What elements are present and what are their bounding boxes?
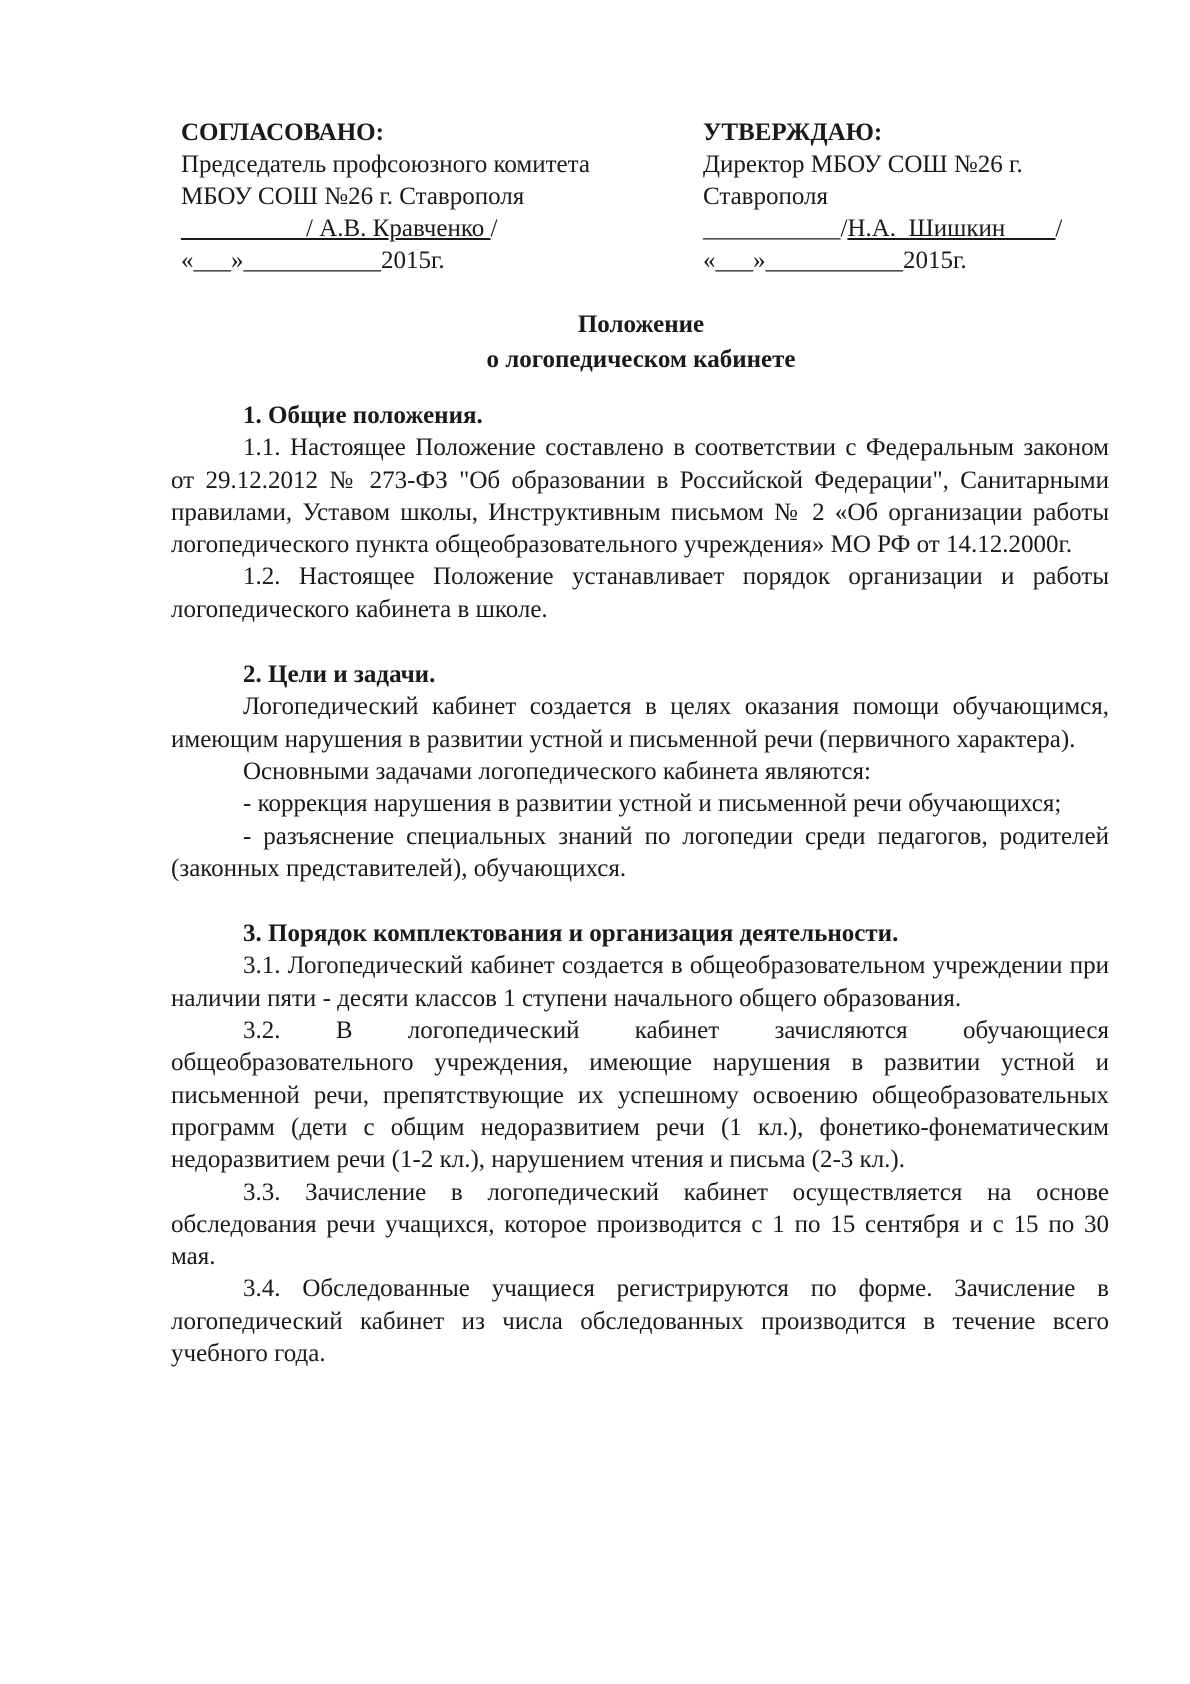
approval-left-position: Председатель профсоюзного комитета [181, 151, 590, 178]
date-day-blank: «___» [181, 247, 244, 274]
signature-end: / [1055, 215, 1063, 242]
paragraph-3-1: 3.1. Логопедический кабинет создается в общеобразовательном учреждении при наличии пяти - десяти классов 1 ступени начального общего образования. [171, 952, 1109, 1012]
signature-tail: ____ [1005, 215, 1056, 242]
paragraph-3-4: 3.4. Обследованные учащиеся регистрируются по форме. Зачисление в логопедический кабинет из числа обследованных производится в течение всего учебного года. [171, 1275, 1109, 1368]
approval-right-signature-line [703, 213, 1133, 245]
date-year: 2015г. [381, 247, 445, 274]
date-month-blank: ___________ [765, 247, 903, 274]
date-month-blank: ___________ [243, 247, 381, 274]
approval-right-date-line [703, 245, 1133, 277]
approval-left-heading: СОГЛАСОВАНО: [181, 119, 384, 146]
signatory-name: А.В. Кравченко [312, 215, 491, 242]
paragraph-2-4: - разъяснение специальных знаний по логопедии среди педагогов, родителей (законных представителей), обучающихся. [171, 822, 1109, 882]
approval-right-heading: УТВЕРЖДАЮ: [703, 119, 883, 146]
section-gap [171, 885, 1109, 918]
paragraph-2-3: - коррекция нарушения в развитии устной и письменной речи обучающихся; [243, 790, 1062, 818]
paragraph-3-3: 3.3. Зачисление в логопедический кабинет осуществляется на основе обследования речи учащихся, которое производится с 1 по 15 сентября и с 15 по 30 мая. [171, 1178, 1109, 1271]
title-line-2: о логопедическом кабинете [486, 346, 796, 373]
signature-blank: __________/ [181, 215, 313, 242]
section-1-heading: 1. Общие положения. [243, 402, 483, 429]
signature-blank: ___________/ [703, 215, 848, 242]
approval-block-right [703, 117, 1133, 277]
approval-block-left [181, 117, 651, 277]
document-body [171, 400, 1109, 1370]
paragraph-3-2: 3.2. В логопедический кабинет зачисляются обучающиеся общеобразовательного учреждения, имеющие нарушения в развитии устной и письменной речи, препятствующие их успешному освоению общеобразовательных программ (дети с общим недоразвитием речи (1 кл.), фонетико-фонематическим недоразвитием речи (1-2 кл.), нарушением чтения и письма (2-3 кл.). [171, 1017, 1109, 1174]
section-3-heading: 3. Порядок комплектования и организация деятельности. [243, 920, 899, 948]
section-2-heading: 2. Цели и задачи. [243, 661, 436, 689]
paragraph-1-2: 1.2. Настоящее Положение устанавливает порядок организации и работы логопедического кабинета в школе. [171, 563, 1109, 623]
signatory-name: Н.А. Шишкин [847, 215, 1006, 242]
date-day-blank: «___» [703, 247, 766, 274]
section-gap [171, 626, 1109, 659]
approval-left-date-line [181, 245, 651, 277]
approval-right-organization: Ставрополя [703, 183, 828, 210]
approval-left-organization: МБОУ СОШ №26 г. Ставрополя [181, 183, 525, 210]
date-year: 2015г. [903, 247, 967, 274]
paragraph-2-1: Логопедический кабинет создается в целях оказания помощи обучающимся, имеющим нарушения в развитии устной и письменной речи (первичного характера). [171, 693, 1109, 753]
signature-end: / [490, 215, 498, 242]
title-line-1: Положение [577, 311, 705, 338]
approval-right-position: Директор МБОУ СОШ №26 г. [703, 151, 1023, 178]
approval-left-signature-line [181, 213, 651, 245]
paragraph-1-1: 1.1. Настоящее Положение составлено в соответствии с Федеральным законом от 29.12.2012 № 273-ФЗ "Об образовании в Российской Федерации", Санитарными правилами, Уставом школы, Инструктивным письмом № 2 «Об организации работы логопедического пункта общеобразовательного учреждения» МО РФ от 14.12.2000г. [171, 434, 1109, 559]
paragraph-2-2: Основными задачами логопедического кабинета являются: [243, 757, 871, 785]
document-title [0, 307, 1190, 377]
